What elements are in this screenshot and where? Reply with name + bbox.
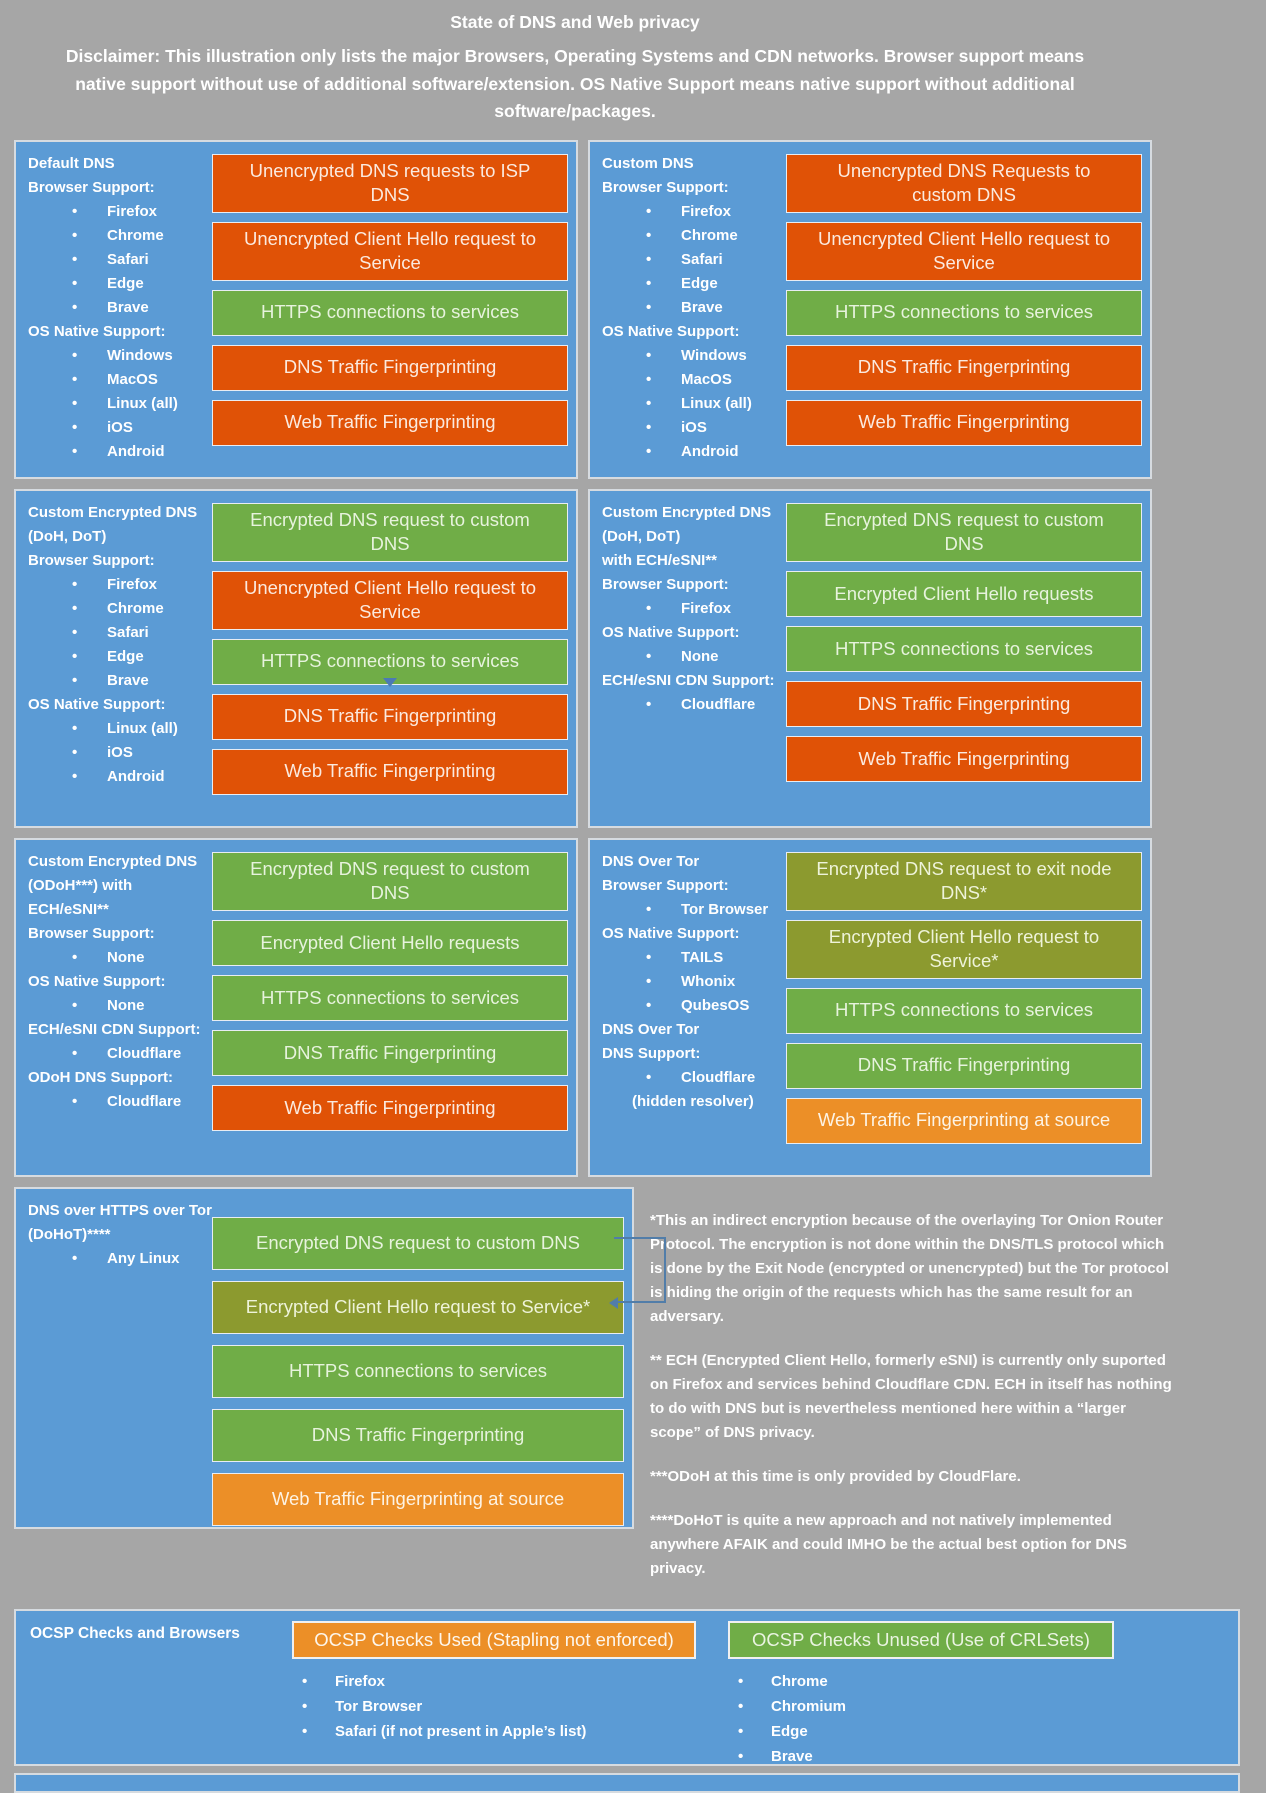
status-bar: Encrypted Client Hello request to Service* xyxy=(212,1281,624,1334)
bullet-icon xyxy=(72,1042,81,1066)
bullet-icon xyxy=(646,248,655,272)
status-bar: HTTPS connections to services xyxy=(212,1345,624,1398)
bullet-icon xyxy=(72,200,81,224)
list-item-label: iOS xyxy=(107,743,133,761)
next-section-strip xyxy=(14,1773,1240,1793)
status-bar: Encrypted DNS request to custom DNS xyxy=(212,503,568,562)
list-item-label: Cloudflare xyxy=(107,1044,182,1062)
list-item xyxy=(600,1066,786,1090)
status-bars xyxy=(786,848,1142,1167)
ocsp-unused-items xyxy=(728,1669,1114,1769)
list-item-label: Safari xyxy=(107,250,149,268)
status-bar: Unencrypted Client Hello request to Service xyxy=(212,222,568,281)
list-item xyxy=(728,1669,1114,1694)
bullet-icon xyxy=(646,946,655,970)
status-bar: Web Traffic Fingerprinting at source xyxy=(212,1473,624,1526)
bullet-icon xyxy=(646,272,655,296)
list-item-label: Brave xyxy=(771,1747,813,1765)
list-item xyxy=(26,1247,212,1271)
bullet-icon xyxy=(646,898,655,922)
list-item xyxy=(600,994,786,1018)
status-bar: Web Traffic Fingerprinting xyxy=(786,736,1142,782)
list-item xyxy=(292,1719,696,1744)
bullet-icon xyxy=(72,946,81,970)
section-heading: Browser Support: xyxy=(28,551,155,569)
list-item-label: Tor Browser xyxy=(681,900,769,918)
list-item-label: Firefox xyxy=(335,1672,386,1690)
panel-heading: (ODoH***) with xyxy=(28,876,133,894)
callout-connector-line xyxy=(614,1237,666,1303)
status-bar: DNS Traffic Fingerprinting xyxy=(212,1030,568,1076)
list-item-label: Edge xyxy=(771,1722,808,1740)
status-bar: Encrypted Client Hello requests xyxy=(212,920,568,966)
list-item xyxy=(600,693,786,717)
status-bar: Encrypted Client Hello request to Service* xyxy=(786,920,1142,979)
list-item xyxy=(600,440,786,464)
list-item xyxy=(600,597,786,621)
list-item xyxy=(26,1042,212,1066)
list-item-label: Linux (all) xyxy=(107,719,178,737)
list-item-label: Android xyxy=(681,442,739,460)
list-item xyxy=(26,573,212,597)
list-item-label: None xyxy=(681,647,719,665)
list-item xyxy=(26,344,212,368)
status-bar: HTTPS connections to services xyxy=(786,988,1142,1034)
dohot-row xyxy=(14,1187,1266,1601)
list-item xyxy=(26,248,212,272)
panel-odoh-ech xyxy=(14,838,578,1177)
panel-info xyxy=(26,1197,212,1519)
list-item xyxy=(26,621,212,645)
panel-heading: Custom Encrypted DNS xyxy=(28,852,198,870)
list-item-label: Android xyxy=(107,442,165,460)
status-bar: Encrypted DNS request to custom DNS xyxy=(212,852,568,911)
list-item xyxy=(600,970,786,994)
disclaimer-text: Disclaimer: This illustration only lists the major Browsers, Operating Systems and CDN networks. Browser support means native support without use of additional software/extension. OS Native Support means native support without additional software/packages. xyxy=(65,46,1085,122)
bullet-icon xyxy=(646,344,655,368)
list-item xyxy=(728,1694,1114,1719)
list-item-label: Safari (if not present in Apple’s list) xyxy=(335,1722,587,1740)
bullet-icon xyxy=(72,1090,81,1114)
list-item xyxy=(600,272,786,296)
status-bar: Encrypted Client Hello requests xyxy=(786,571,1142,617)
list-item-label: Chrome xyxy=(771,1672,828,1690)
panel-heading: (DoHoT)**** xyxy=(28,1225,111,1243)
bullet-icon xyxy=(738,1719,747,1744)
list-item xyxy=(600,392,786,416)
list-item xyxy=(600,200,786,224)
page-header xyxy=(0,0,1150,126)
section-heading: ECH/eSNI CDN Support: xyxy=(602,671,775,689)
bullet-icon xyxy=(302,1719,311,1744)
section-heading: OS Native Support: xyxy=(602,623,740,641)
status-bar: Encrypted DNS request to custom DNS xyxy=(786,503,1142,562)
list-item-label: TAILS xyxy=(681,948,724,966)
panel-heading: (DoH, DoT) xyxy=(28,527,107,545)
ocsp-heading: OCSP Checks and Browsers xyxy=(30,1624,240,1642)
status-bar: Web Traffic Fingerprinting xyxy=(212,400,568,446)
panels-grid xyxy=(14,140,1152,1177)
bullet-icon xyxy=(646,970,655,994)
list-item-label: MacOS xyxy=(681,370,732,388)
panel-heading: (DoH, DoT) xyxy=(602,527,681,545)
status-bars xyxy=(212,150,568,469)
bullet-icon xyxy=(646,645,655,669)
status-bar: DNS Traffic Fingerprinting xyxy=(212,694,568,740)
panel-heading: Custom DNS xyxy=(602,154,694,172)
page-title: State of DNS and Web privacy xyxy=(450,12,700,32)
bullet-icon xyxy=(646,296,655,320)
list-item xyxy=(292,1694,696,1719)
panel-dns-over-tor xyxy=(588,838,1152,1177)
list-item xyxy=(26,392,212,416)
list-item-note: (hidden resolver) xyxy=(632,1092,754,1110)
list-item-label: Cloudflare xyxy=(681,1068,756,1086)
panel-custom-encrypted-dns xyxy=(14,489,578,828)
status-bar: Unencrypted DNS Requests to custom DNS xyxy=(786,154,1142,213)
bullet-icon xyxy=(738,1694,747,1719)
list-item-label: QubesOS xyxy=(681,996,750,1014)
bullet-icon xyxy=(72,368,81,392)
status-bar: Web Traffic Fingerprinting xyxy=(786,400,1142,446)
list-item xyxy=(600,898,786,922)
bullet-icon xyxy=(72,741,81,765)
section-heading: OS Native Support: xyxy=(28,322,166,340)
bullet-icon xyxy=(72,645,81,669)
list-item xyxy=(26,946,212,970)
bullet-icon xyxy=(646,200,655,224)
section-heading: Browser Support: xyxy=(602,178,729,196)
bullet-icon xyxy=(646,597,655,621)
bullet-icon xyxy=(646,440,655,464)
list-item-label: Linux (all) xyxy=(107,394,178,412)
list-item-label: Firefox xyxy=(681,599,732,617)
bullet-icon xyxy=(302,1669,311,1694)
list-item xyxy=(26,765,212,789)
bullet-icon xyxy=(72,717,81,741)
section-heading: Browser Support: xyxy=(602,575,729,593)
footnotes xyxy=(650,1187,1174,1601)
ocsp-unused-group xyxy=(728,1621,1114,1765)
status-bar: HTTPS connections to services xyxy=(786,290,1142,336)
list-item xyxy=(26,200,212,224)
bullet-icon xyxy=(72,573,81,597)
section-heading: OS Native Support: xyxy=(28,695,166,713)
panel-heading: DNS over HTTPS over Tor xyxy=(28,1201,212,1219)
bullet-icon xyxy=(72,994,81,1018)
status-bar: DNS Traffic Fingerprinting xyxy=(786,1043,1142,1089)
list-item-label: Brave xyxy=(107,671,149,689)
section-heading: DNS Over Tor xyxy=(602,1020,700,1038)
list-item xyxy=(292,1669,696,1694)
bullet-icon xyxy=(302,1694,311,1719)
panel-heading: ECH/eSNI** xyxy=(28,900,109,918)
bullet-icon xyxy=(72,669,81,693)
list-item xyxy=(26,296,212,320)
list-item xyxy=(26,1090,212,1114)
list-item xyxy=(600,368,786,392)
list-item-label: None xyxy=(107,996,145,1014)
bullet-icon xyxy=(72,440,81,464)
panel-info xyxy=(26,150,212,469)
list-item xyxy=(26,669,212,693)
bullet-icon xyxy=(72,597,81,621)
list-item xyxy=(26,272,212,296)
bullet-icon xyxy=(72,248,81,272)
status-bar: HTTPS connections to services xyxy=(786,626,1142,672)
list-item-label: Edge xyxy=(681,274,718,292)
bullet-icon xyxy=(646,994,655,1018)
bullet-icon xyxy=(72,272,81,296)
status-bar: HTTPS connections to services xyxy=(212,975,568,1021)
list-item-label: Edge xyxy=(107,647,144,665)
section-heading: Browser Support: xyxy=(28,924,155,942)
list-item xyxy=(26,597,212,621)
list-item xyxy=(26,416,212,440)
panel-info xyxy=(600,499,786,818)
section-heading: OS Native Support: xyxy=(602,322,740,340)
section-heading: ECH/eSNI CDN Support: xyxy=(28,1020,201,1038)
list-item xyxy=(728,1744,1114,1769)
footnote-dohot: ****DoHoT is quite a new approach and not natively implemented anywhere AFAIK and could IMHO be the actual best option for DNS privacy. xyxy=(650,1511,1127,1577)
footnote-odoh: ***ODoH at this time is only provided by CloudFlare. xyxy=(650,1467,1021,1485)
footnote-ech: ** ECH (Encrypted Client Hello, formerly eSNI) is currently only suported on Firefox and services behind Cloudflare CDN. ECH in itself has nothing to do with DNS but is nevertheless mentioned here within a “larger scope” of DNS privacy. xyxy=(650,1351,1172,1441)
list-item-label: Firefox xyxy=(681,202,732,220)
panel-default-dns xyxy=(14,140,578,479)
bullet-icon xyxy=(646,416,655,440)
list-item-label: Chrome xyxy=(107,226,164,244)
list-item xyxy=(600,344,786,368)
status-bars xyxy=(212,848,568,1167)
list-item-label: Windows xyxy=(107,346,173,364)
list-item-label: Cloudflare xyxy=(107,1092,182,1110)
panel-heading: Custom Encrypted DNS xyxy=(602,503,772,521)
bullet-icon xyxy=(72,621,81,645)
status-bar: HTTPS connections to services xyxy=(212,639,568,685)
list-item xyxy=(600,946,786,970)
section-heading: Browser Support: xyxy=(28,178,155,196)
list-item xyxy=(600,416,786,440)
list-item xyxy=(26,741,212,765)
section-heading: OS Native Support: xyxy=(28,972,166,990)
list-item xyxy=(26,224,212,248)
list-item-label: iOS xyxy=(681,418,707,436)
list-item-label: Android xyxy=(107,767,165,785)
list-item-label: Windows xyxy=(681,346,747,364)
list-item xyxy=(26,994,212,1018)
list-item-label: MacOS xyxy=(107,370,158,388)
status-bar: DNS Traffic Fingerprinting xyxy=(212,1409,624,1462)
list-item-label: Firefox xyxy=(107,202,158,220)
list-item-label: Chromium xyxy=(771,1697,846,1715)
list-item xyxy=(728,1719,1114,1744)
status-bar: Web Traffic Fingerprinting xyxy=(212,749,568,795)
status-bars xyxy=(786,150,1142,469)
bullet-icon xyxy=(72,1247,81,1271)
list-item-label: Firefox xyxy=(107,575,158,593)
status-bar: Encrypted DNS request to exit node DNS* xyxy=(786,852,1142,911)
panel-heading: Custom Encrypted DNS xyxy=(28,503,198,521)
ocsp-used-items xyxy=(292,1669,696,1744)
section-heading: ODoH DNS Support: xyxy=(28,1068,173,1086)
bullet-icon xyxy=(646,224,655,248)
list-item-label: Any Linux xyxy=(107,1249,180,1267)
status-bars xyxy=(786,499,1142,818)
list-item-label: Cloudflare xyxy=(681,695,756,713)
ocsp-unused-bar: OCSP Checks Unused (Use of CRLSets) xyxy=(728,1621,1114,1659)
status-bar: Unencrypted Client Hello request to Service xyxy=(212,571,568,630)
status-bar: Encrypted DNS request to custom DNS xyxy=(212,1217,624,1270)
status-bar: HTTPS connections to services xyxy=(212,290,568,336)
panel-custom-encrypted-dns-ech xyxy=(588,489,1152,828)
list-item-label: Tor Browser xyxy=(335,1697,423,1715)
list-item xyxy=(600,296,786,320)
section-heading: DNS Support: xyxy=(602,1044,701,1062)
status-bars xyxy=(212,1197,624,1519)
list-item xyxy=(600,645,786,669)
list-item-label: Brave xyxy=(681,298,723,316)
status-bar: Web Traffic Fingerprinting xyxy=(212,1085,568,1131)
list-item xyxy=(600,224,786,248)
section-heading: Browser Support: xyxy=(602,876,729,894)
list-item-label: Chrome xyxy=(107,599,164,617)
bullet-icon xyxy=(72,224,81,248)
status-bar: DNS Traffic Fingerprinting xyxy=(786,345,1142,391)
bullet-icon xyxy=(72,344,81,368)
list-item-label: Chrome xyxy=(681,226,738,244)
list-item-label: Safari xyxy=(107,623,149,641)
bullet-icon xyxy=(646,1066,655,1090)
bullet-icon xyxy=(646,368,655,392)
list-item-label: iOS xyxy=(107,418,133,436)
panel-info xyxy=(600,150,786,469)
ocsp-panel xyxy=(14,1609,1240,1766)
ocsp-used-group xyxy=(292,1621,696,1754)
list-item xyxy=(600,248,786,272)
bullet-icon xyxy=(72,765,81,789)
panel-info xyxy=(600,848,786,1167)
bullet-icon xyxy=(72,392,81,416)
list-item-label: Linux (all) xyxy=(681,394,752,412)
bullet-icon xyxy=(646,693,655,717)
list-item-label: Brave xyxy=(107,298,149,316)
panel-heading: DNS Over Tor xyxy=(602,852,700,870)
panel-dohot xyxy=(14,1187,634,1529)
list-item xyxy=(26,440,212,464)
status-bars xyxy=(212,499,568,818)
panel-custom-dns xyxy=(588,140,1152,479)
list-item-label: Whonix xyxy=(681,972,736,990)
list-item-label: Edge xyxy=(107,274,144,292)
panel-info xyxy=(26,499,212,818)
status-bar: Unencrypted Client Hello request to Service xyxy=(786,222,1142,281)
bullet-icon xyxy=(738,1669,747,1694)
bullet-icon xyxy=(72,296,81,320)
ocsp-used-bar: OCSP Checks Used (Stapling not enforced) xyxy=(292,1621,696,1659)
panel-info xyxy=(26,848,212,1167)
list-item-label: None xyxy=(107,948,145,966)
list-item-label: Safari xyxy=(681,250,723,268)
list-item xyxy=(26,645,212,669)
footnote-tor: *This an indirect encryption because of the overlaying Tor Onion Router Protocol. The encryption is not done within the DNS/TLS protocol which is done by the Exit Node (encrypted or unencrypted) but the Tor protocol is hiding the origin of the requests which has the same result for an adversary. xyxy=(650,1211,1169,1325)
bullet-icon xyxy=(72,416,81,440)
bullet-icon xyxy=(738,1744,747,1769)
list-item xyxy=(26,368,212,392)
status-bar: Web Traffic Fingerprinting at source xyxy=(786,1098,1142,1144)
status-bar: DNS Traffic Fingerprinting xyxy=(212,345,568,391)
panel-heading: Default DNS xyxy=(28,154,115,172)
status-bar: Unencrypted DNS requests to ISP DNS xyxy=(212,154,568,213)
panel-heading: with ECH/eSNI** xyxy=(602,551,718,569)
section-heading: OS Native Support: xyxy=(602,924,740,942)
list-item xyxy=(26,717,212,741)
bullet-icon xyxy=(646,392,655,416)
status-bar: DNS Traffic Fingerprinting xyxy=(786,681,1142,727)
